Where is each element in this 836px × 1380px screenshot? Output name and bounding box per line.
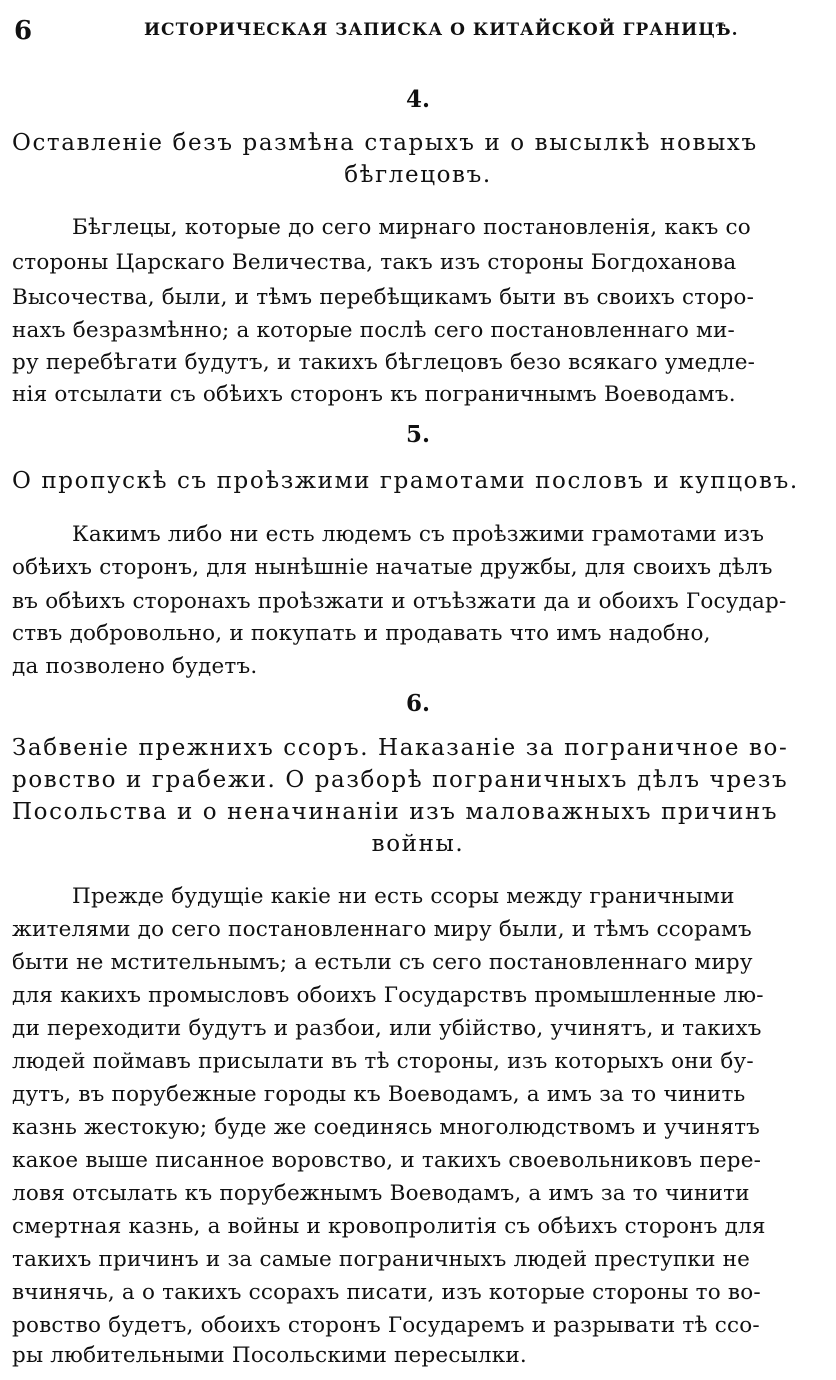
paragraph-line: Высочества, были, и тѣмъ перебѣщикамъ быти въ своихъ сторо- bbox=[12, 285, 755, 310]
section-heading-line: О пропускѣ съ проѣзжими грамотами пословъ и купцовъ. bbox=[12, 468, 799, 494]
paragraph-line: жителями до сего постановленнаго миру были, и тѣмъ ссорамъ bbox=[12, 917, 752, 942]
section-heading-line: Посольства и о неначинаніи изъ маловажныхъ причинъ bbox=[12, 799, 779, 825]
page-number: 6 bbox=[14, 16, 33, 46]
paragraph-line: смертная казнь, а войны и кровопролитія съ обѣихъ сторонъ для bbox=[12, 1214, 766, 1239]
paragraph-line: ры любительными Посольскими пересылки. bbox=[12, 1343, 527, 1368]
paragraph-line: въ обѣихъ сторонахъ проѣзжати и отъѣзжати да и обоихъ Государ- bbox=[12, 589, 787, 614]
paragraph-line: казнь жестокую; буде же соединясь многолюдствомъ и учинятъ bbox=[12, 1115, 761, 1140]
paragraph-line: нахъ безразмѣнно; а которые послѣ сего постановленнаго ми- bbox=[12, 318, 735, 343]
paragraph-line: стороны Царскаго Величества, такъ изъ стороны Богдоханова bbox=[12, 250, 737, 275]
paragraph-line: быти не мстительнымъ; а естьли съ сего постановленнаго миру bbox=[12, 950, 753, 975]
paragraph-line: ствъ добровольно, и покупать и продавать что имъ надобно, bbox=[12, 621, 711, 646]
paragraph-line: ди переходити будутъ и разбои, или убійство, учинятъ, и такихъ bbox=[12, 1016, 762, 1041]
paragraph-line: ровство будетъ, обоихъ сторонъ Государемъ и разрывати тѣ ссо- bbox=[12, 1313, 760, 1338]
section-number: 4. bbox=[405, 86, 430, 113]
paragraph-line: людей поймавъ присылати въ тѣ стороны, изъ которыхъ они бу- bbox=[12, 1049, 754, 1074]
section-heading-line: Оставленіе безъ размѣна старыхъ и о высылкѣ новыхъ bbox=[12, 130, 758, 156]
paragraph-line: ловя отсылать къ порубежнымъ Воеводамъ, а имъ за то чинити bbox=[12, 1181, 750, 1206]
paragraph-line: Бѣглецы, которые до сего мирнаго постановленія, какъ со bbox=[72, 215, 751, 240]
paragraph-line: какое выше писанное воровство, и такихъ своевольниковъ пере- bbox=[12, 1148, 762, 1173]
paragraph-line: нія отсылати съ обѣихъ сторонъ къ пограничнымъ Воеводамъ. bbox=[12, 382, 736, 407]
paragraph-line: для какихъ промысловъ обоихъ Государствъ промышленные лю- bbox=[12, 983, 764, 1008]
paragraph-line: дутъ, въ порубежные городы къ Воеводамъ, а имъ за то чинить bbox=[12, 1082, 746, 1107]
section-number: 6. bbox=[405, 690, 430, 717]
paragraph-line: Прежде будущіе какіе ни есть ссоры между граничными bbox=[72, 884, 735, 909]
section-heading-line: бѣглецовъ. bbox=[344, 162, 492, 188]
paragraph-line: Какимъ либо ни есть людемъ съ проѣзжими грамотами изъ bbox=[72, 522, 765, 547]
section-heading-line: войны. bbox=[371, 831, 465, 857]
paragraph-line: да позволено будетъ. bbox=[12, 654, 258, 679]
section-heading-line: ровство и грабежи. О разборѣ пограничныхъ дѣлъ чрезъ bbox=[12, 767, 789, 793]
paragraph-line: вчинячь, а о такихъ ссорахъ писати, изъ которые стороны то во- bbox=[12, 1280, 761, 1305]
paragraph-line: ру перебѣгати будутъ, и такихъ бѣглецовъ безо всякаго умедле- bbox=[12, 350, 756, 375]
running-header bbox=[14, 16, 822, 46]
section-number: 5. bbox=[405, 421, 430, 448]
paragraph-line: обѣихъ сторонъ, для нынѣшніе начатые дружбы, для своихъ дѣлъ bbox=[12, 555, 773, 580]
paragraph-line: такихъ причинъ и за самые пограничныхъ людей преступки не bbox=[12, 1247, 751, 1272]
section-heading-line: Забвеніе прежнихъ ссоръ. Наказаніе за пограничное во- bbox=[12, 735, 789, 761]
running-title: ИСТОРИЧЕСКАЯ ЗАПИСКА О КИТАЙСКОЙ ГРАНИЦѢ. bbox=[144, 20, 739, 40]
